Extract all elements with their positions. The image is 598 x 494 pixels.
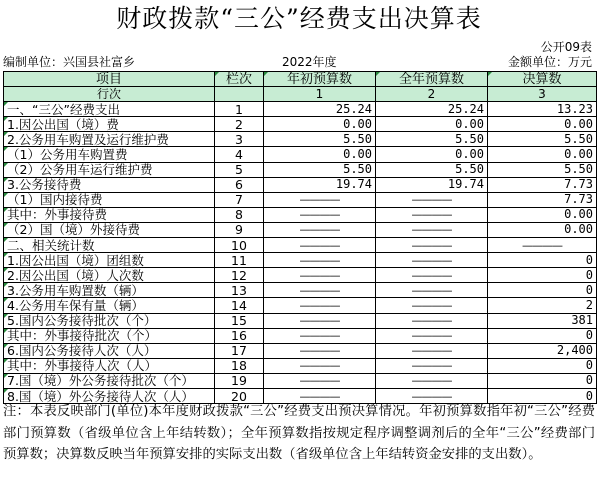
row-seq: 2 [215,117,264,132]
row-initial-budget: 25.24 [264,102,376,117]
row-final-account: 0.00 [488,117,597,132]
row-final-account: 0 [488,388,597,403]
row-final-account: 0 [488,283,597,298]
row-full-year-budget: ———— [376,222,488,237]
row-final-account: 0.00 [488,222,597,237]
row-item: （1）国内接待费 [4,192,215,207]
expenditure-table [3,71,597,404]
row-seq: 9 [215,222,264,237]
table-row [4,192,597,207]
row-full-year-budget: 25.24 [376,102,488,117]
reporting-unit: 编制单位：兴国县社富乡 [3,55,136,69]
row-seq: 19 [215,373,264,388]
row-final-account: 7.73 [488,192,597,207]
header-col-2: 2 [376,87,488,102]
row-item: 二、相关统计数 [4,238,215,253]
row-seq: 16 [215,328,264,343]
row-final-account: 381 [488,313,597,328]
row-initial-budget: ———— [264,207,376,222]
header-item: 项目 [4,72,215,87]
table-row [4,343,597,358]
amount-unit: 金额单位：万元 [507,55,592,69]
row-final-account: 0 [488,358,597,373]
row-seq: 20 [215,388,264,403]
row-initial-budget: ———— [264,238,376,253]
row-seq: 5 [215,162,264,177]
row-full-year-budget: ———— [376,328,488,343]
row-seq: 4 [215,147,264,162]
row-item: 8.国（境）外公务接待人次（人） [4,388,215,403]
table-row [4,283,597,298]
row-initial-budget: 19.74 [264,177,376,192]
header-row-label: 行次 [4,87,215,102]
header-final-account: 决算数 [488,72,597,87]
row-item: 1.因公出国（境）团组数 [4,253,215,268]
form-code: 公开09表 [540,40,592,54]
row-final-account: 13.23 [488,102,597,117]
row-seq: 7 [215,192,264,207]
row-full-year-budget: ———— [376,358,488,373]
row-initial-budget: ———— [264,253,376,268]
row-item: 其中：外事接待批次（个） [4,328,215,343]
row-initial-budget: ———— [264,222,376,237]
table-row [4,358,597,373]
table-row [4,162,597,177]
row-initial-budget: ———— [264,328,376,343]
row-seq: 10 [215,238,264,253]
row-item: 其中：外事接待费 [4,207,215,222]
row-final-account: ———— [488,238,597,253]
table-row [4,102,597,117]
row-final-account: 2 [488,298,597,313]
row-item: 5.国内公务接待批次（个） [4,313,215,328]
row-initial-budget: ———— [264,373,376,388]
row-full-year-budget: ———— [376,253,488,268]
page-title: 财政拨款“三公”经费支出决算表 [116,4,482,33]
header-initial-budget: 年初预算数 [264,72,376,87]
row-final-account: 0 [488,328,597,343]
row-full-year-budget: ———— [376,192,488,207]
fiscal-year: 2022年度 [282,55,337,69]
row-full-year-budget: 0.00 [376,147,488,162]
row-full-year-budget: 0.00 [376,117,488,132]
row-item: 2.公务用车购置及运行维护费 [4,132,215,147]
row-full-year-budget: ———— [376,207,488,222]
row-final-account: 0 [488,268,597,283]
table-row [4,238,597,253]
row-final-account: 0.00 [488,147,597,162]
row-seq: 3 [215,132,264,147]
row-full-year-budget: ———— [376,238,488,253]
row-final-account: 2,400 [488,343,597,358]
table-row [4,313,597,328]
row-seq: 17 [215,343,264,358]
row-initial-budget: 5.50 [264,132,376,147]
row-initial-budget: 0.00 [264,147,376,162]
row-seq: 8 [215,207,264,222]
row-seq: 14 [215,298,264,313]
row-full-year-budget: 19.74 [376,177,488,192]
row-full-year-budget: ———— [376,283,488,298]
row-item: 7.国（境）外公务接待批次（个） [4,373,215,388]
table-row [4,328,597,343]
table-row [4,147,597,162]
row-seq: 11 [215,253,264,268]
row-initial-budget: ———— [264,283,376,298]
row-item: 3.公务用车购置数（辆） [4,283,215,298]
table-row [4,268,597,283]
row-full-year-budget: 5.50 [376,162,488,177]
row-item: 3.公务接待费 [4,177,215,192]
header-full-year-budget: 全年预算数 [376,72,488,87]
row-seq: 6 [215,177,264,192]
row-final-account: 5.50 [488,162,597,177]
row-item: 4.公务用车保有量（辆） [4,298,215,313]
table-row [4,132,597,147]
header-row-numbers [4,87,597,102]
footnote: 注：本表反映部门(单位)本年度财政拨款“三公”经费支出预决算情况。年初预算数指年初“三公”经费部门预算数（省级单位含上年结转数）；全年预算数指按规定程序调整调剂后的全年“三公”经费部门预算数；决算数反映当年预算安排的实际支出数（省级单位含上年结转资金安排的支出数）。 [3,404,595,462]
row-full-year-budget: ———— [376,268,488,283]
header-blank [215,87,264,102]
row-initial-budget: ———— [264,192,376,207]
table-row [4,373,597,388]
row-final-account: 0 [488,373,597,388]
header-row [4,72,597,87]
table-row [4,207,597,222]
table-row [4,177,597,192]
row-item: 1.因公出国（境）费 [4,117,215,132]
header-seq: 栏次 [215,72,264,87]
row-item: 6.国内公务接待人次（人） [4,343,215,358]
row-initial-budget: ———— [264,358,376,373]
row-initial-budget: ———— [264,298,376,313]
row-final-account: 7.73 [488,177,597,192]
row-item: 其中：外事接待人次（人） [4,358,215,373]
row-final-account: 5.50 [488,132,597,147]
row-initial-budget: 0.00 [264,117,376,132]
row-full-year-budget: ———— [376,313,488,328]
row-initial-budget: ———— [264,268,376,283]
row-item: 一、“三公”经费支出 [4,102,215,117]
row-seq: 18 [215,358,264,373]
row-full-year-budget: ———— [376,298,488,313]
row-full-year-budget: ———— [376,343,488,358]
row-item: （1）公务用车购置费 [4,147,215,162]
row-item: （2）公务用车运行维护费 [4,162,215,177]
row-final-account: 0.00 [488,207,597,222]
row-initial-budget: ———— [264,343,376,358]
row-initial-budget: ———— [264,313,376,328]
row-item: （2）国（境）外接待费 [4,222,215,237]
row-seq: 1 [215,102,264,117]
row-initial-budget: ———— [264,388,376,403]
row-item: 2.因公出国（境）人次数 [4,268,215,283]
row-full-year-budget: 5.50 [376,132,488,147]
table-row [4,117,597,132]
table-row [4,253,597,268]
header-col-1: 1 [264,87,376,102]
table-row [4,222,597,237]
row-full-year-budget: ———— [376,388,488,403]
row-seq: 12 [215,268,264,283]
header-col-3: 3 [488,87,597,102]
table-row [4,298,597,313]
row-initial-budget: 5.50 [264,162,376,177]
row-seq: 15 [215,313,264,328]
row-full-year-budget: ———— [376,373,488,388]
row-final-account: 0 [488,253,597,268]
row-seq: 13 [215,283,264,298]
